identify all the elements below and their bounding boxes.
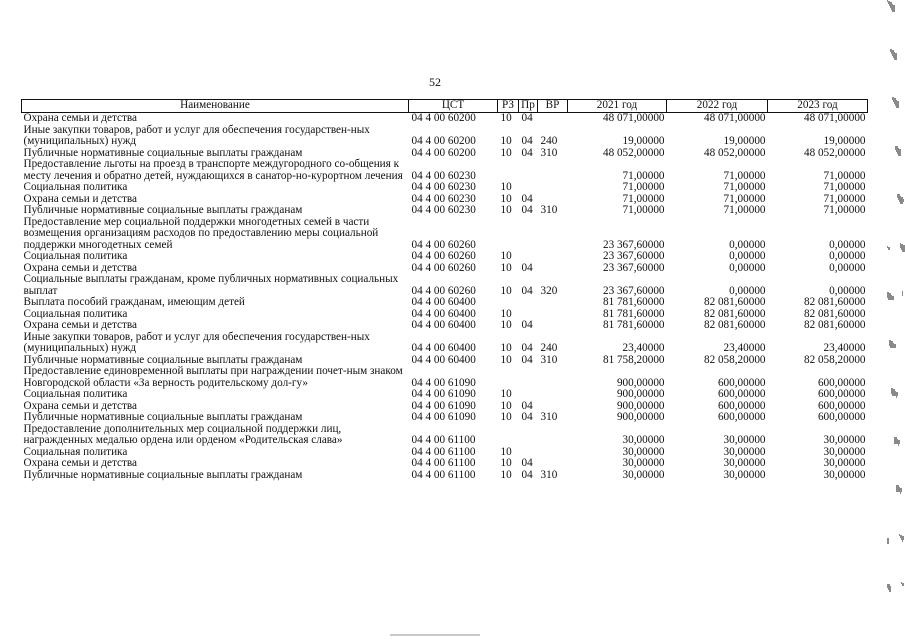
cell-name: Публичные нормативные социальные выплаты гражданам	[23, 146, 303, 159]
cell-vr: 240	[540, 342, 558, 354]
cell-y2023: 82 081,60000	[803, 296, 866, 308]
cell-y2021: 81 781,60000	[602, 296, 665, 308]
cell-cst: 04 4 00 61100	[411, 434, 476, 446]
cell-y2021: 23 367,60000	[602, 284, 665, 297]
cell-rz	[498, 159, 519, 182]
cell-y2023: 600,00000	[817, 376, 866, 389]
cell-name: Выплата пособий гражданам, имеющим детей	[23, 296, 245, 308]
table-row	[22, 366, 868, 389]
cell-vr	[538, 424, 568, 447]
cell-rz: 10	[500, 192, 512, 205]
cell-y2023: 600,00000	[817, 399, 866, 412]
scan-speck	[898, 441, 899, 446]
cell-name: Иные закупки товаров, работ и услуг для обеспечения государствен-ных (муниципальных) нужд	[23, 123, 370, 147]
cell-rz: 10	[500, 445, 512, 458]
cell-y2022: 82 058,20000	[703, 353, 766, 366]
cell-rz: 10	[500, 319, 512, 331]
cell-y2023: 0,00000	[829, 284, 866, 297]
cell-cst: 04 4 00 60260	[411, 238, 476, 251]
table-row	[22, 205, 868, 217]
cell-y2021: 81 781,60000	[602, 307, 665, 320]
cell-name: Социальная политика	[23, 307, 128, 320]
cell-name: Охрана семьи и детства	[23, 319, 137, 331]
cell-y2022: 0,00000	[729, 261, 766, 274]
cell-cst: 04 4 00 60230	[411, 181, 476, 193]
cell-cst: 04 4 00 61090	[411, 411, 476, 423]
cell-pr: 04	[521, 468, 533, 481]
header-2023: 2023 год	[768, 100, 868, 113]
header-2022: 2022 год	[667, 100, 768, 113]
cell-cst: 04 4 00 60200	[411, 146, 476, 159]
cell-y2023: 23,40000	[823, 342, 866, 354]
scan-speck	[888, 247, 890, 250]
cell-y2022: 48 052,00000	[703, 146, 766, 159]
cell-y2021: 900,00000	[616, 376, 665, 389]
cell-y2023: 19,00000	[823, 135, 866, 147]
cell-y2022: 600,00000	[717, 399, 766, 412]
cell-vr	[538, 217, 568, 252]
cell-y2021: 23 367,60000	[602, 261, 665, 274]
header-row	[22, 100, 868, 113]
cell-vr: 310	[540, 204, 558, 216]
cell-y2023: 82 081,60000	[803, 307, 866, 320]
cell-rz: 10	[500, 307, 512, 320]
scan-speck	[902, 537, 903, 542]
cell-rz: 10	[500, 146, 512, 159]
cell-y2023: 48 071,00000	[803, 112, 866, 124]
scan-speck	[896, 393, 897, 398]
cell-rz: 10	[500, 135, 512, 147]
cell-pr: 04	[521, 353, 533, 366]
cell-cst: 04 4 00 61090	[411, 399, 476, 412]
cell-y2021: 48 071,00000	[602, 112, 665, 124]
cell-name: Социальная политика	[23, 250, 128, 262]
cell-name: Публичные нормативные социальные выплаты гражданам	[23, 353, 303, 366]
cell-rz	[498, 217, 519, 252]
table-row	[22, 274, 868, 297]
table-row	[22, 125, 868, 148]
scan-speck	[899, 150, 900, 152]
cell-pr: 04	[521, 411, 533, 423]
cell-vr	[538, 309, 568, 321]
cell-y2022: 48 071,00000	[703, 112, 766, 124]
table-body	[22, 113, 868, 482]
cell-vr: 310	[540, 468, 558, 481]
header-rz: РЗ	[498, 100, 519, 113]
cell-rz: 10	[500, 468, 512, 481]
scan-margin-noise	[875, 0, 905, 640]
cell-cst: 04 4 00 60230	[411, 204, 476, 216]
table-row	[22, 424, 868, 447]
cell-pr	[519, 251, 538, 263]
cell-y2021: 71,00000	[622, 192, 665, 205]
header-cst: ЦСТ	[409, 100, 498, 113]
cell-cst: 04 4 00 61100	[411, 468, 476, 481]
cell-y2023: 48 052,00000	[803, 146, 866, 159]
cell-y2022: 0,00000	[729, 250, 766, 262]
cell-y2023: 71,00000	[823, 192, 866, 205]
table-row	[22, 389, 868, 401]
cell-vr	[538, 113, 568, 125]
cell-cst: 04 4 00 60400	[411, 296, 476, 308]
header-2021: 2021 год	[568, 100, 667, 113]
cell-y2021: 81 758,20000	[602, 353, 665, 366]
cell-name: Охрана семьи и детства	[23, 192, 137, 205]
cell-y2023: 30,00000	[823, 468, 866, 481]
cell-rz: 10	[500, 342, 512, 354]
cell-pr	[519, 217, 538, 252]
table-row	[22, 251, 868, 263]
cell-cst: 04 4 00 60260	[411, 250, 476, 262]
cell-y2023: 0,00000	[829, 261, 866, 274]
cell-y2021: 30,00000	[622, 434, 665, 446]
cell-y2022: 30,00000	[723, 445, 766, 458]
cell-y2021: 81 781,60000	[602, 319, 665, 331]
cell-rz: 10	[500, 250, 512, 262]
scan-speck	[893, 344, 896, 348]
cell-cst: 04 4 00 61100	[411, 445, 476, 458]
cell-cst: 04 4 00 60400	[411, 342, 476, 354]
cell-y2021: 23,40000	[622, 342, 665, 354]
cell-vr	[538, 458, 568, 470]
scan-speck	[887, 538, 889, 544]
cell-name: Предоставление дополнительных мер социальной поддержки лиц, награжденных медалью ордена или орденом «Родительская слава»	[23, 422, 343, 446]
cell-rz	[498, 366, 519, 389]
cell-pr: 04	[521, 457, 533, 469]
cell-cst: 04 4 00 60400	[411, 353, 476, 366]
cell-vr	[538, 366, 568, 389]
cell-y2022: 19,00000	[723, 135, 766, 147]
cell-y2022: 82 081,60000	[703, 296, 766, 308]
cell-y2021: 900,00000	[616, 411, 665, 423]
cell-y2022: 600,00000	[717, 411, 766, 423]
cell-name: Охрана семьи и детства	[23, 399, 137, 412]
cell-cst: 04 4 00 61100	[411, 457, 476, 469]
cell-y2023: 82 058,20000	[803, 353, 866, 366]
cell-pr: 04	[521, 261, 533, 274]
cell-cst: 04 4 00 60400	[411, 319, 476, 331]
table-row	[22, 412, 868, 424]
cell-rz: 10	[500, 388, 512, 400]
header-name: Наименование	[22, 100, 409, 113]
cell-name: Предоставление единовременной выплаты при награждении почет-ным знаком Новгородской области «За верность родительскому дол-гу»	[23, 365, 403, 389]
cell-cst: 04 4 00 60230	[411, 192, 476, 205]
cell-cst: 04 4 00 60230	[411, 169, 476, 182]
cell-cst: 04 4 00 60200	[411, 112, 476, 124]
cell-y2023: 30,00000	[823, 457, 866, 469]
budget-table	[21, 99, 868, 481]
cell-y2023: 600,00000	[817, 411, 866, 423]
cell-vr: 310	[540, 353, 558, 366]
cell-y2021: 30,00000	[622, 445, 665, 458]
scan-speck	[892, 5, 895, 12]
header-vr: ВР	[538, 100, 568, 113]
scan-speck	[902, 291, 903, 296]
scan-speck	[897, 102, 898, 104]
cell-y2023: 30,00000	[823, 434, 866, 446]
cell-name: Охрана семьи и детства	[23, 261, 137, 274]
cell-cst: 04 4 00 60200	[411, 135, 476, 147]
cell-y2023: 600,00000	[817, 388, 866, 400]
cell-y2022: 30,00000	[723, 457, 766, 469]
scan-speck	[900, 489, 901, 494]
cell-y2022: 30,00000	[723, 434, 766, 446]
cell-y2023: 71,00000	[823, 181, 866, 193]
cell-y2023: 30,00000	[823, 445, 866, 458]
cell-y2023: 82 081,60000	[803, 319, 866, 331]
cell-y2022: 0,00000	[729, 238, 766, 251]
cell-y2021: 71,00000	[622, 169, 665, 182]
cell-y2023: 0,00000	[829, 238, 866, 251]
cell-pr: 04	[521, 399, 533, 412]
cell-cst: 04 4 00 60260	[411, 284, 476, 297]
scan-bottom-mark	[390, 634, 480, 636]
cell-name: Предоставление мер социальной поддержки многодетных семей в части возмещения организациям расходов по предоставлению меры социальной поддержки многодетных семей	[23, 215, 379, 251]
cell-name: Социальные выплаты гражданам, кроме публичных нормативных социальных выплат	[23, 273, 399, 297]
table-row	[22, 320, 868, 332]
cell-rz: 10	[500, 284, 512, 297]
cell-name: Социальная политика	[23, 181, 128, 193]
cell-vr	[538, 263, 568, 275]
table-row	[22, 113, 868, 125]
cell-y2022: 23,40000	[723, 342, 766, 354]
scan-speck	[889, 586, 891, 592]
cell-y2022: 0,00000	[729, 284, 766, 297]
cell-pr: 04	[521, 112, 533, 124]
scan-speck	[902, 199, 904, 202]
cell-rz: 10	[500, 112, 512, 124]
cell-name: Иные закупки товаров, работ и услуг для обеспечения государствен-ных (муниципальных) нужд	[23, 330, 370, 354]
cell-vr: 310	[540, 411, 558, 423]
cell-cst: 04 4 00 60260	[411, 261, 476, 274]
cell-name: Охрана семьи и детства	[23, 457, 137, 469]
cell-pr	[519, 424, 538, 447]
cell-y2022: 71,00000	[723, 204, 766, 216]
cell-pr: 04	[521, 284, 533, 297]
cell-pr	[519, 159, 538, 182]
cell-y2023: 0,00000	[829, 250, 866, 262]
scan-speck	[891, 296, 894, 300]
cell-cst: 04 4 00 60400	[411, 307, 476, 320]
cell-vr: 310	[540, 146, 558, 159]
table-header	[22, 100, 868, 113]
cell-name: Публичные нормативные социальные выплаты гражданам	[23, 411, 303, 423]
cell-pr	[519, 366, 538, 389]
cell-vr	[538, 297, 568, 309]
cell-rz: 10	[500, 411, 512, 423]
cell-y2021: 71,00000	[622, 204, 665, 216]
cell-rz: 10	[500, 457, 512, 469]
table-row	[22, 332, 868, 355]
cell-rz: 10	[500, 181, 512, 193]
cell-pr: 04	[521, 319, 533, 331]
table-row	[22, 217, 868, 252]
cell-cst: 04 4 00 61090	[411, 376, 476, 389]
cell-vr	[538, 159, 568, 182]
cell-pr	[519, 297, 538, 309]
cell-y2021: 48 052,00000	[602, 146, 665, 159]
cell-y2022: 71,00000	[723, 181, 766, 193]
table-row	[22, 470, 868, 482]
cell-vr	[538, 320, 568, 332]
cell-name: Социальная политика	[23, 388, 128, 400]
cell-rz	[498, 297, 519, 309]
cell-y2022: 82 081,60000	[703, 307, 766, 320]
cell-y2022: 71,00000	[723, 169, 766, 182]
cell-name: Социальная политика	[23, 445, 128, 458]
cell-pr: 04	[521, 342, 533, 354]
table-row	[22, 159, 868, 182]
cell-pr: 04	[521, 146, 533, 159]
cell-vr: 320	[540, 284, 558, 297]
cell-vr	[538, 389, 568, 401]
scan-speck	[902, 583, 904, 586]
cell-rz: 10	[500, 353, 512, 366]
page-number: 52	[429, 75, 441, 89]
cell-y2022: 30,00000	[723, 468, 766, 481]
cell-y2022: 600,00000	[717, 388, 766, 400]
cell-y2021: 71,00000	[622, 181, 665, 193]
cell-vr	[538, 447, 568, 459]
table-row	[22, 182, 868, 194]
cell-y2021: 900,00000	[616, 399, 665, 412]
table-row	[22, 297, 868, 309]
cell-pr: 04	[521, 135, 533, 147]
cell-y2021: 23 367,60000	[602, 250, 665, 262]
header-pr: Пр	[519, 100, 538, 113]
cell-y2023: 71,00000	[823, 169, 866, 182]
cell-rz: 10	[500, 261, 512, 274]
cell-rz: 10	[500, 204, 512, 216]
cell-y2023: 71,00000	[823, 204, 866, 216]
cell-pr	[519, 389, 538, 401]
cell-pr	[519, 182, 538, 194]
table-row	[22, 458, 868, 470]
cell-y2021: 23 367,60000	[602, 238, 665, 251]
cell-name: Публичные нормативные социальные выплаты гражданам	[23, 204, 303, 216]
cell-y2021: 30,00000	[622, 468, 665, 481]
cell-vr: 240	[540, 135, 558, 147]
cell-name: Охрана семьи и детства	[23, 112, 137, 124]
cell-y2021: 30,00000	[622, 457, 665, 469]
cell-y2022: 600,00000	[717, 376, 766, 389]
cell-y2022: 82 081,60000	[703, 319, 766, 331]
cell-y2021: 19,00000	[622, 135, 665, 147]
cell-name: Предоставление льготы на проезд в транспорте междугородного со-общения к месту лечения и обратно детей, нуждающихся в санатор-но-курортном лечения	[23, 158, 403, 182]
cell-name: Публичные нормативные социальные выплаты гражданам	[23, 468, 303, 481]
cell-cst: 04 4 00 61090	[411, 388, 476, 400]
cell-y2021: 900,00000	[616, 388, 665, 400]
cell-y2022: 71,00000	[723, 192, 766, 205]
cell-rz: 10	[500, 399, 512, 412]
cell-pr: 04	[521, 204, 533, 216]
cell-rz	[498, 424, 519, 447]
cell-vr	[538, 182, 568, 194]
cell-vr	[538, 251, 568, 263]
scan-speck	[894, 53, 897, 60]
cell-pr: 04	[521, 192, 533, 205]
